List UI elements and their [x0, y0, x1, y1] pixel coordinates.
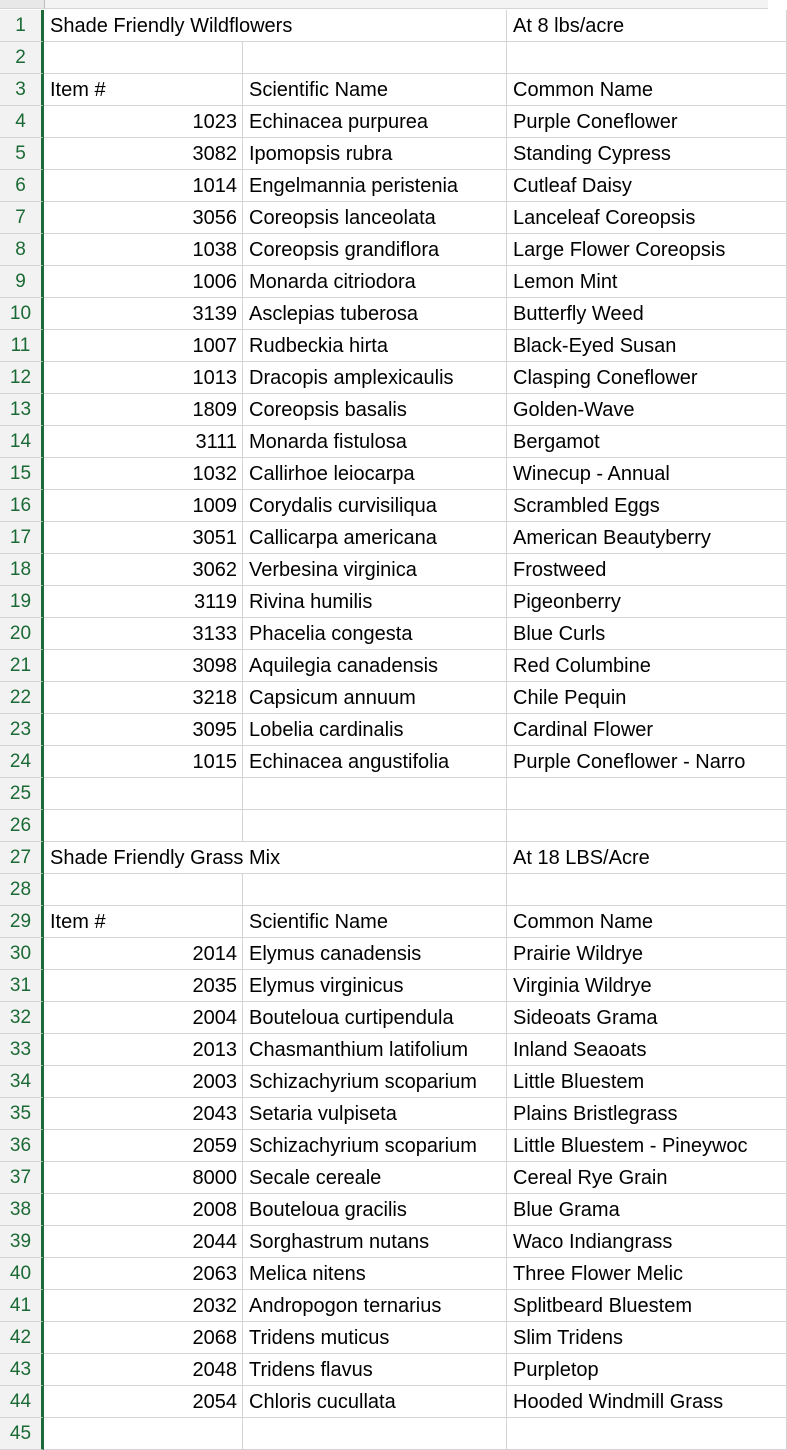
row-header[interactable]: 44 [0, 1386, 44, 1418]
table-row [0, 1194, 768, 1226]
cell[interactable] [507, 810, 787, 842]
row-header[interactable]: 45 [0, 1418, 44, 1450]
scientific-name-cell[interactable]: Monarda fistulosa [243, 426, 507, 458]
scientific-name-cell[interactable]: Callicarpa americana [243, 522, 507, 554]
item-number-cell[interactable]: 3056 [44, 202, 243, 234]
item-number-cell[interactable]: 2063 [44, 1258, 243, 1290]
row-header[interactable]: 34 [0, 1066, 44, 1098]
row-header[interactable]: 35 [0, 1098, 44, 1130]
item-number-cell[interactable]: 2003 [44, 1066, 243, 1098]
row-header[interactable]: 12 [0, 362, 44, 394]
column-label-item[interactable]: Item # [44, 74, 243, 106]
row-header[interactable]: 31 [0, 970, 44, 1002]
common-name-cell[interactable]: Purple Coneflower - Narro [507, 746, 787, 778]
table-row [0, 458, 768, 490]
table-row [0, 650, 768, 682]
row-header[interactable]: 10 [0, 298, 44, 330]
row-header[interactable]: 36 [0, 1130, 44, 1162]
table-row [0, 586, 768, 618]
table-row [0, 74, 768, 106]
table-row [0, 106, 768, 138]
row-header[interactable]: 40 [0, 1258, 44, 1290]
common-name-cell[interactable]: Cardinal Flower [507, 714, 787, 746]
common-name-cell[interactable]: Red Columbine [507, 650, 787, 682]
table-row [0, 330, 768, 362]
common-name-cell[interactable]: Frostweed [507, 554, 787, 586]
item-number-cell[interactable]: 3051 [44, 522, 243, 554]
common-name-cell[interactable]: Hooded Windmill Grass [507, 1386, 787, 1418]
rate-label[interactable]: At 8 lbs/acre [507, 10, 787, 42]
table-row [0, 1354, 768, 1386]
common-name-cell[interactable]: Black-Eyed Susan [507, 330, 787, 362]
cell[interactable] [243, 842, 507, 874]
table-row [0, 810, 768, 842]
scientific-name-cell[interactable]: Setaria vulpiseta [243, 1098, 507, 1130]
table-row [0, 234, 768, 266]
row-header[interactable]: 4 [0, 106, 44, 138]
row-header[interactable]: 21 [0, 650, 44, 682]
scientific-name-cell[interactable]: Bouteloua gracilis [243, 1194, 507, 1226]
scientific-name-cell[interactable]: Aquilegia canadensis [243, 650, 507, 682]
common-name-cell[interactable]: Chile Pequin [507, 682, 787, 714]
scientific-name-cell[interactable]: Elymus virginicus [243, 970, 507, 1002]
item-number-cell[interactable]: 2048 [44, 1354, 243, 1386]
table-row [0, 1098, 768, 1130]
table-row [0, 298, 768, 330]
scientific-name-cell[interactable]: Sorghastrum nutans [243, 1226, 507, 1258]
item-number-cell[interactable]: 1006 [44, 266, 243, 298]
cell[interactable] [243, 778, 507, 810]
scientific-name-cell[interactable]: Tridens muticus [243, 1322, 507, 1354]
row-header[interactable]: 5 [0, 138, 44, 170]
row-header[interactable]: 9 [0, 266, 44, 298]
common-name-cell[interactable]: Sideoats Grama [507, 1002, 787, 1034]
row-header[interactable]: 1 [0, 10, 44, 42]
row-header[interactable]: 18 [0, 554, 44, 586]
item-number-cell[interactable]: 2059 [44, 1130, 243, 1162]
item-number-cell[interactable]: 2043 [44, 1098, 243, 1130]
scientific-name-cell[interactable]: Verbesina virginica [243, 554, 507, 586]
row-header[interactable]: 3 [0, 74, 44, 106]
common-name-cell[interactable]: Lanceleaf Coreopsis [507, 202, 787, 234]
common-name-cell[interactable]: Slim Tridens [507, 1322, 787, 1354]
cell[interactable] [507, 874, 787, 906]
row-header[interactable]: 26 [0, 810, 44, 842]
table-row [0, 682, 768, 714]
table-row [0, 1386, 768, 1418]
column-label-scientific[interactable]: Scientific Name [243, 906, 507, 938]
table-row [0, 874, 768, 906]
item-number-cell[interactable]: 2044 [44, 1226, 243, 1258]
item-number-cell[interactable]: 1809 [44, 394, 243, 426]
scientific-name-cell[interactable]: Echinacea purpurea [243, 106, 507, 138]
table-row [0, 714, 768, 746]
item-number-cell[interactable]: 2013 [44, 1034, 243, 1066]
row-header[interactable]: 25 [0, 778, 44, 810]
item-number-cell[interactable]: 1038 [44, 234, 243, 266]
common-name-cell[interactable]: Virginia Wildrye [507, 970, 787, 1002]
table-row [0, 554, 768, 586]
scientific-name-cell[interactable]: Engelmannia peristenia [243, 170, 507, 202]
cell[interactable] [44, 778, 243, 810]
item-number-cell[interactable]: 3095 [44, 714, 243, 746]
item-number-cell[interactable]: 3133 [44, 618, 243, 650]
table-row [0, 1418, 768, 1450]
cell[interactable] [44, 42, 243, 74]
row-header[interactable]: 20 [0, 618, 44, 650]
cell[interactable] [243, 874, 507, 906]
scientific-name-cell[interactable]: Secale cereale [243, 1162, 507, 1194]
column-header-strip [0, 0, 768, 9]
row-header[interactable]: 39 [0, 1226, 44, 1258]
table-row [0, 490, 768, 522]
item-number-cell[interactable]: 1007 [44, 330, 243, 362]
common-name-cell[interactable]: Purpletop [507, 1354, 787, 1386]
scientific-name-cell[interactable]: Asclepias tuberosa [243, 298, 507, 330]
row-header[interactable]: 24 [0, 746, 44, 778]
common-name-cell[interactable]: Butterfly Weed [507, 298, 787, 330]
cell[interactable] [243, 1418, 507, 1450]
common-name-cell[interactable]: Standing Cypress [507, 138, 787, 170]
scientific-name-cell[interactable]: Melica nitens [243, 1258, 507, 1290]
common-name-cell[interactable]: Three Flower Melic [507, 1258, 787, 1290]
section-title[interactable]: Shade Friendly Grass Mix [44, 842, 243, 874]
common-name-cell[interactable]: Lemon Mint [507, 266, 787, 298]
common-name-cell[interactable]: Bergamot [507, 426, 787, 458]
common-name-cell[interactable]: Plains Bristlegrass [507, 1098, 787, 1130]
table-row [0, 1066, 768, 1098]
scientific-name-cell[interactable]: Monarda citriodora [243, 266, 507, 298]
item-number-cell[interactable]: 3111 [44, 426, 243, 458]
column-label-common[interactable]: Common Name [507, 906, 787, 938]
row-header[interactable]: 11 [0, 330, 44, 362]
cell[interactable] [507, 42, 787, 74]
scientific-name-cell[interactable]: Echinacea angustifolia [243, 746, 507, 778]
table-row [0, 1258, 768, 1290]
table-row [0, 10, 768, 42]
table-row [0, 1226, 768, 1258]
item-number-cell[interactable]: 3139 [44, 298, 243, 330]
table-row [0, 42, 768, 74]
row-header[interactable]: 32 [0, 1002, 44, 1034]
row-header[interactable]: 8 [0, 234, 44, 266]
common-name-cell[interactable]: Scrambled Eggs [507, 490, 787, 522]
common-name-cell[interactable]: Golden-Wave [507, 394, 787, 426]
item-number-cell[interactable]: 1013 [44, 362, 243, 394]
cell[interactable] [44, 874, 243, 906]
scientific-name-cell[interactable]: Schizachyrium scoparium [243, 1130, 507, 1162]
item-number-cell[interactable]: 2014 [44, 938, 243, 970]
item-number-cell[interactable]: 3098 [44, 650, 243, 682]
row-header[interactable]: 6 [0, 170, 44, 202]
common-name-cell[interactable]: Little Bluestem - Pineywoc [507, 1130, 787, 1162]
rate-label[interactable]: At 18 LBS/Acre [507, 842, 787, 874]
common-name-cell[interactable]: Inland Seaoats [507, 1034, 787, 1066]
common-name-cell[interactable]: Cereal Rye Grain [507, 1162, 787, 1194]
scientific-name-cell[interactable]: Andropogon ternarius [243, 1290, 507, 1322]
row-header[interactable]: 15 [0, 458, 44, 490]
row-header[interactable]: 38 [0, 1194, 44, 1226]
table-row [0, 522, 768, 554]
select-all-corner[interactable] [0, 0, 45, 8]
common-name-cell[interactable]: Cutleaf Daisy [507, 170, 787, 202]
row-header[interactable]: 23 [0, 714, 44, 746]
row-header[interactable]: 2 [0, 42, 44, 74]
row-header[interactable]: 7 [0, 202, 44, 234]
row-header[interactable]: 14 [0, 426, 44, 458]
scientific-name-cell[interactable]: Corydalis curvisiliqua [243, 490, 507, 522]
table-row [0, 970, 768, 1002]
row-header[interactable]: 13 [0, 394, 44, 426]
table-row [0, 1162, 768, 1194]
common-name-cell[interactable]: Blue Curls [507, 618, 787, 650]
scientific-name-cell[interactable]: Rivina humilis [243, 586, 507, 618]
common-name-cell[interactable]: Prairie Wildrye [507, 938, 787, 970]
row-header[interactable]: 19 [0, 586, 44, 618]
scientific-name-cell[interactable]: Ipomopsis rubra [243, 138, 507, 170]
scientific-name-cell[interactable]: Tridens flavus [243, 1354, 507, 1386]
row-header[interactable]: 42 [0, 1322, 44, 1354]
table-row [0, 1002, 768, 1034]
table-row [0, 266, 768, 298]
scientific-name-cell[interactable]: Elymus canadensis [243, 938, 507, 970]
common-name-cell[interactable]: Pigeonberry [507, 586, 787, 618]
item-number-cell[interactable]: 3082 [44, 138, 243, 170]
row-header[interactable]: 41 [0, 1290, 44, 1322]
scientific-name-cell[interactable]: Capsicum annuum [243, 682, 507, 714]
common-name-cell[interactable]: Blue Grama [507, 1194, 787, 1226]
item-number-cell[interactable]: 1009 [44, 490, 243, 522]
table-row [0, 362, 768, 394]
column-label-item[interactable]: Item # [44, 906, 243, 938]
cell[interactable] [243, 10, 507, 42]
scientific-name-cell[interactable]: Lobelia cardinalis [243, 714, 507, 746]
table-row [0, 618, 768, 650]
row-header[interactable]: 17 [0, 522, 44, 554]
common-name-cell[interactable]: Splitbeard Bluestem [507, 1290, 787, 1322]
item-number-cell[interactable]: 3119 [44, 586, 243, 618]
cell[interactable] [44, 1418, 243, 1450]
table-row [0, 394, 768, 426]
cell[interactable] [243, 42, 507, 74]
table-row [0, 842, 768, 874]
row-header[interactable]: 37 [0, 1162, 44, 1194]
scientific-name-cell[interactable]: Dracopis amplexicaulis [243, 362, 507, 394]
scientific-name-cell[interactable]: Coreopsis lanceolata [243, 202, 507, 234]
item-number-cell[interactable]: 3062 [44, 554, 243, 586]
item-number-cell[interactable]: 8000 [44, 1162, 243, 1194]
row-header[interactable]: 33 [0, 1034, 44, 1066]
table-row [0, 138, 768, 170]
item-number-cell[interactable]: 3218 [44, 682, 243, 714]
cell[interactable] [507, 778, 787, 810]
cell[interactable] [243, 810, 507, 842]
item-number-cell[interactable]: 2004 [44, 1002, 243, 1034]
column-label-common[interactable]: Common Name [507, 74, 787, 106]
scientific-name-cell[interactable]: Chloris cucullata [243, 1386, 507, 1418]
scientific-name-cell[interactable]: Callirhoe leiocarpa [243, 458, 507, 490]
scientific-name-cell[interactable]: Coreopsis basalis [243, 394, 507, 426]
item-number-cell[interactable]: 2032 [44, 1290, 243, 1322]
scientific-name-cell[interactable]: Bouteloua curtipendula [243, 1002, 507, 1034]
common-name-cell[interactable]: Large Flower Coreopsis [507, 234, 787, 266]
item-number-cell[interactable]: 1015 [44, 746, 243, 778]
scientific-name-cell[interactable]: Schizachyrium scoparium [243, 1066, 507, 1098]
table-row [0, 906, 768, 938]
common-name-cell[interactable]: Winecup - Annual [507, 458, 787, 490]
table-row [0, 1290, 768, 1322]
table-row [0, 1034, 768, 1066]
common-name-cell[interactable]: American Beautyberry [507, 522, 787, 554]
item-number-cell[interactable]: 2008 [44, 1194, 243, 1226]
common-name-cell[interactable]: Waco Indiangrass [507, 1226, 787, 1258]
item-number-cell[interactable]: 2068 [44, 1322, 243, 1354]
row-header[interactable]: 30 [0, 938, 44, 970]
cell[interactable] [507, 1418, 787, 1450]
table-row [0, 746, 768, 778]
common-name-cell[interactable]: Purple Coneflower [507, 106, 787, 138]
common-name-cell[interactable]: Little Bluestem [507, 1066, 787, 1098]
common-name-cell[interactable]: Clasping Coneflower [507, 362, 787, 394]
table-row [0, 170, 768, 202]
table-row [0, 1130, 768, 1162]
row-header[interactable]: 16 [0, 490, 44, 522]
scientific-name-cell[interactable]: Rudbeckia hirta [243, 330, 507, 362]
cell[interactable] [44, 810, 243, 842]
table-row [0, 1322, 768, 1354]
row-header[interactable]: 28 [0, 874, 44, 906]
scientific-name-cell[interactable]: Phacelia congesta [243, 618, 507, 650]
section-title[interactable]: Shade Friendly Wildflowers [44, 10, 243, 42]
item-number-cell[interactable]: 1023 [44, 106, 243, 138]
row-header[interactable]: 22 [0, 682, 44, 714]
column-label-scientific[interactable]: Scientific Name [243, 74, 507, 106]
item-number-cell[interactable]: 1032 [44, 458, 243, 490]
table-row [0, 202, 768, 234]
table-row [0, 778, 768, 810]
scientific-name-cell[interactable]: Chasmanthium latifolium [243, 1034, 507, 1066]
table-row [0, 938, 768, 970]
row-header[interactable]: 43 [0, 1354, 44, 1386]
item-number-cell[interactable]: 2035 [44, 970, 243, 1002]
scientific-name-cell[interactable]: Coreopsis grandiflora [243, 234, 507, 266]
row-header[interactable]: 27 [0, 842, 44, 874]
row-header[interactable]: 29 [0, 906, 44, 938]
item-number-cell[interactable]: 2054 [44, 1386, 243, 1418]
table-row [0, 426, 768, 458]
item-number-cell[interactable]: 1014 [44, 170, 243, 202]
